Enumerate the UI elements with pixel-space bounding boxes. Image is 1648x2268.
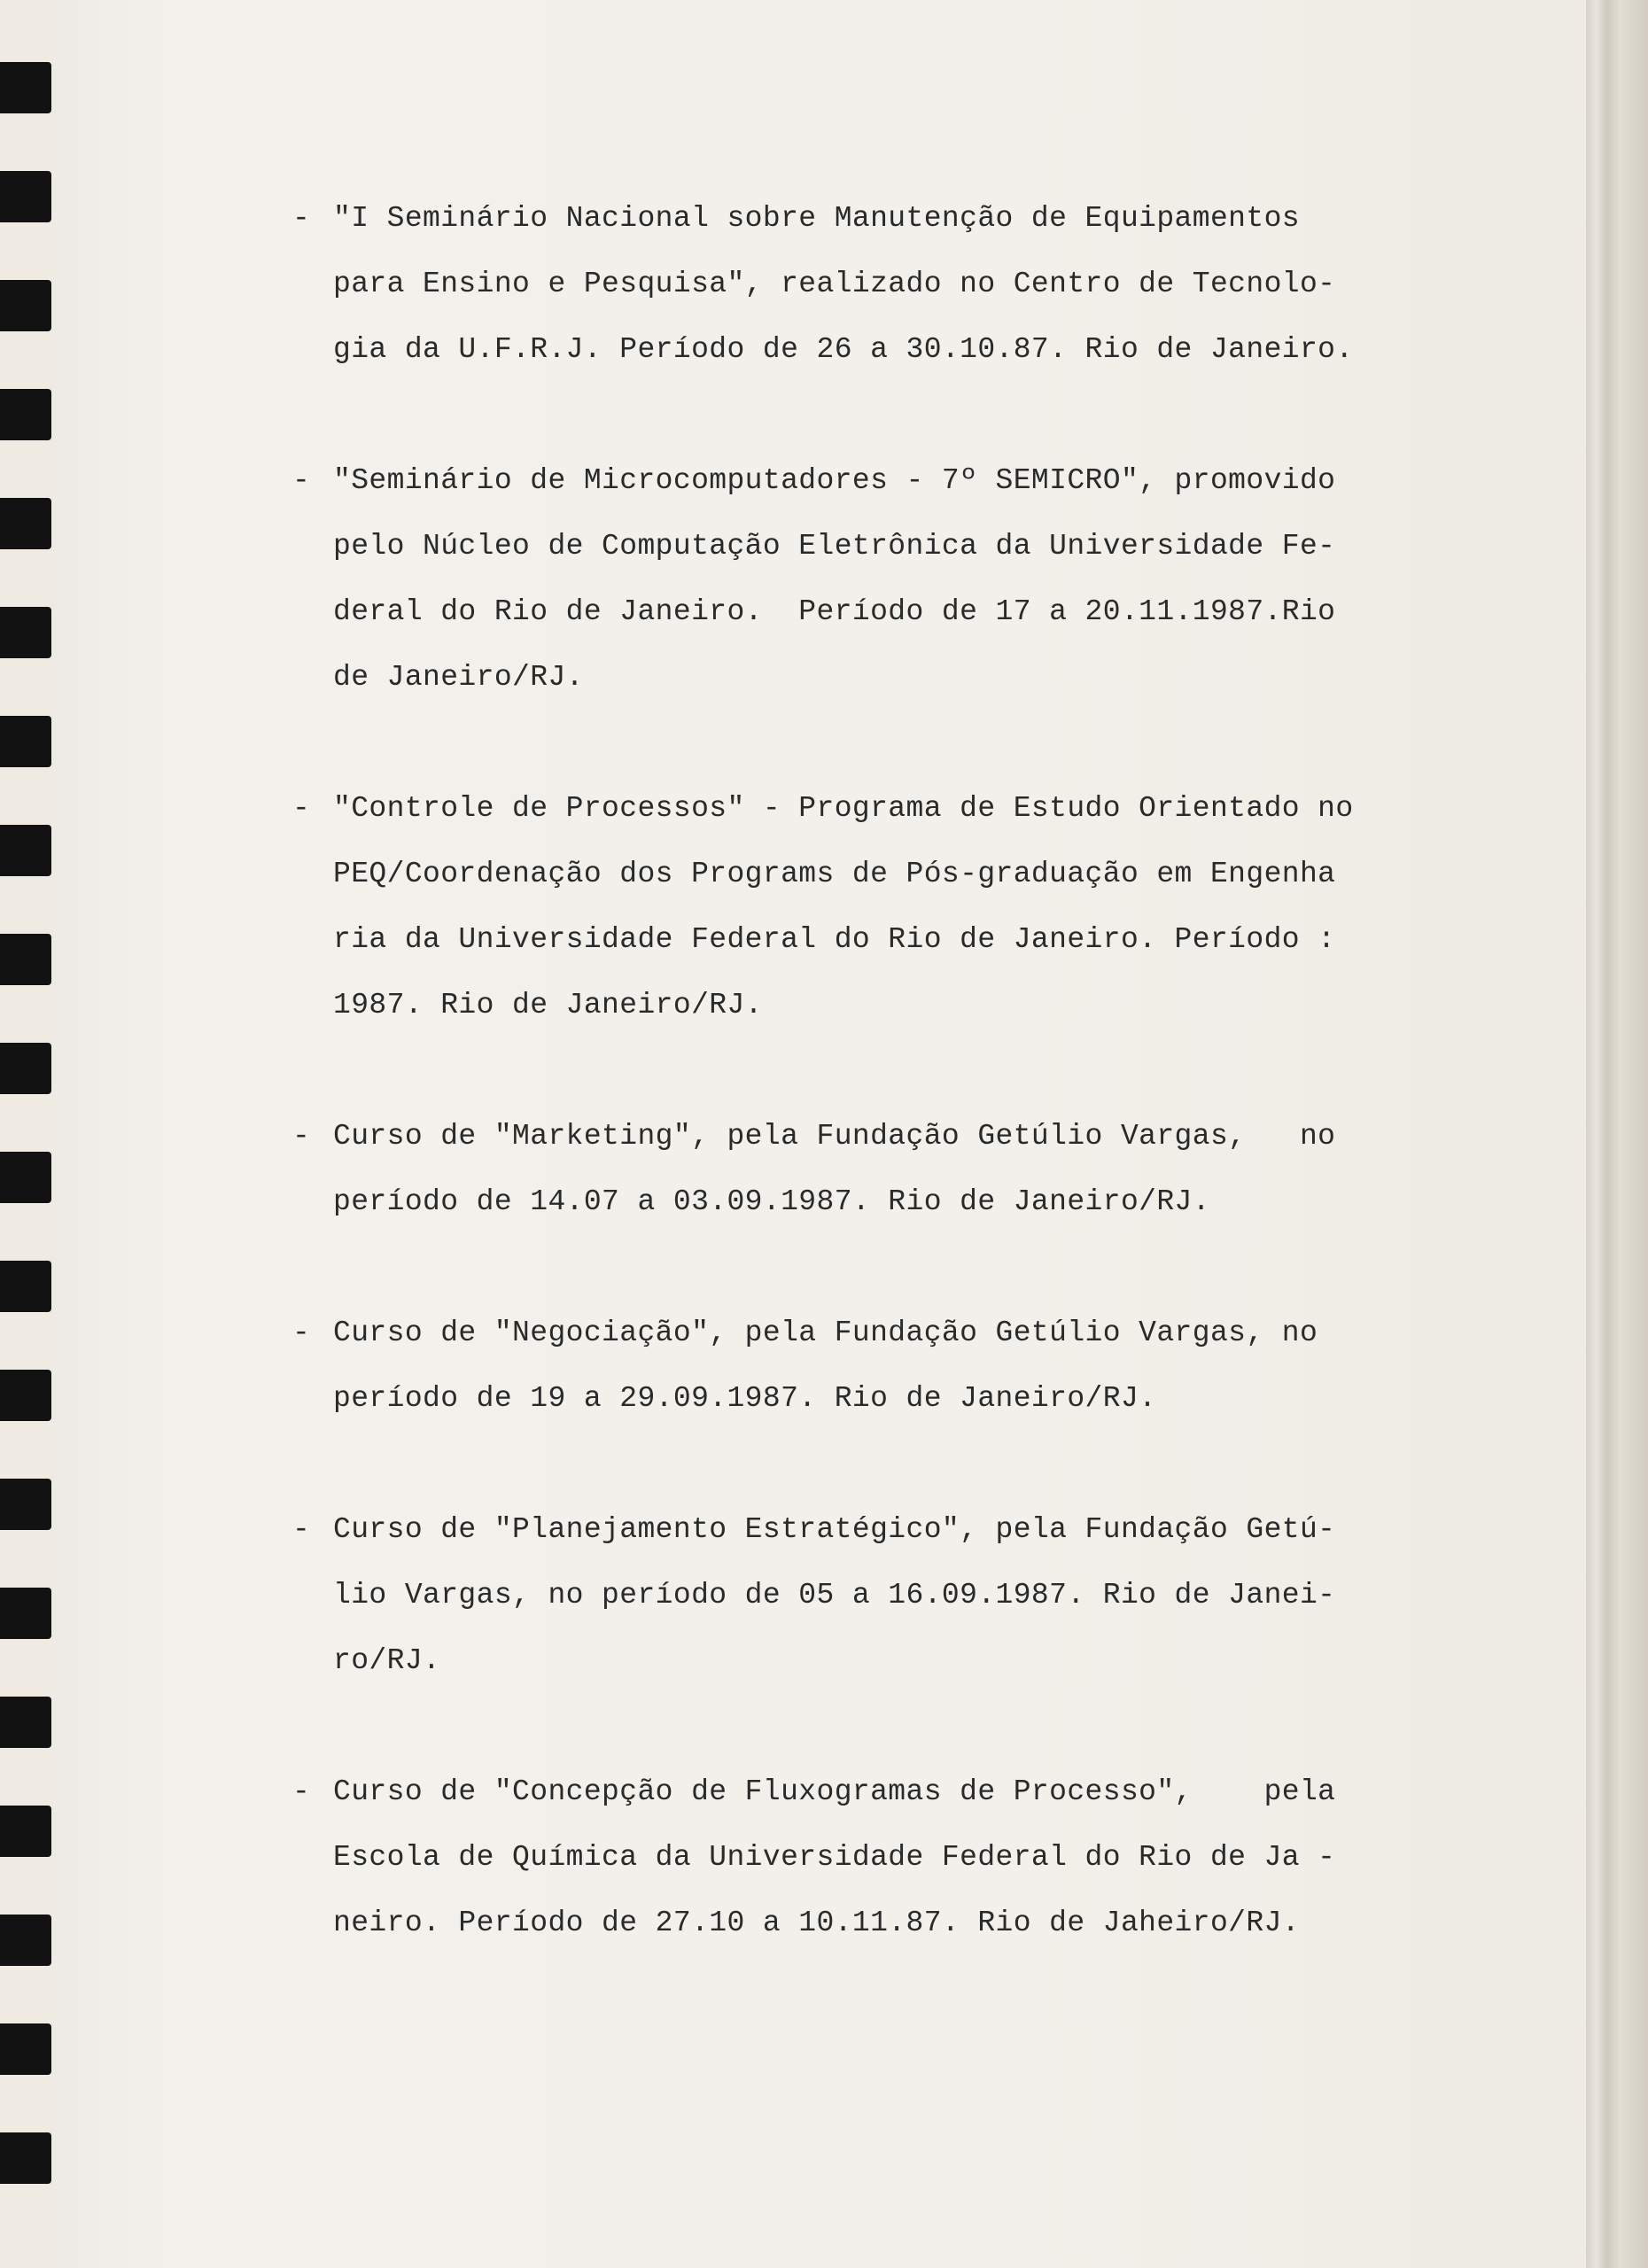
list-item xyxy=(292,186,1444,383)
list-item xyxy=(292,1104,1444,1235)
binding-ring xyxy=(0,171,51,222)
binding-ring xyxy=(0,1697,51,1748)
entry-line: ria da Universidade Federal do Rio de Janeiro. Período : xyxy=(333,923,1336,956)
entry-line: "Seminário de Microcomputadores - 7º SEMICRO", promovido xyxy=(333,464,1336,497)
page-stack-edge-outer xyxy=(1621,0,1648,2268)
binding-ring xyxy=(0,498,51,549)
entry-line: Curso de "Negociação", pela Fundação Getúlio Vargas, no xyxy=(333,1317,1318,1349)
list-bullet: - xyxy=(292,202,311,235)
binding-ring xyxy=(0,607,51,658)
binding-ring xyxy=(0,389,51,440)
binding-ring xyxy=(0,1479,51,1530)
entry-line: PEQ/Coordenação dos Programs de Pós-graduação em Engenha xyxy=(333,858,1336,890)
list-bullet: - xyxy=(292,1317,311,1349)
entry-line: Curso de "Concepção de Fluxogramas de Processo", pela xyxy=(333,1775,1336,1808)
page-stack-edge xyxy=(1586,0,1621,2268)
entry-line: pelo Núcleo de Computação Eletrônica da Universidade Fe- xyxy=(333,530,1336,563)
list-item xyxy=(292,448,1444,711)
binding-ring xyxy=(0,1588,51,1639)
entry-line: "I Seminário Nacional sobre Manutenção de Equipamentos xyxy=(333,202,1300,235)
binding-ring xyxy=(0,716,51,767)
entry-line: Curso de "Marketing", pela Fundação Getúlio Vargas, no xyxy=(333,1120,1336,1153)
list-item xyxy=(292,1497,1444,1694)
binding-ring xyxy=(0,934,51,985)
entry-line: gia da U.F.R.J. Período de 26 a 30.10.87. Rio de Janeiro. xyxy=(333,333,1354,366)
list-bullet: - xyxy=(292,464,311,497)
list-bullet: - xyxy=(292,1775,311,1808)
binding-ring xyxy=(0,62,51,113)
binding-ring xyxy=(0,1261,51,1312)
binding-ring xyxy=(0,280,51,331)
entry-line: Escola de Química da Universidade Federal do Rio de Ja - xyxy=(333,1841,1336,1874)
entry-line: Curso de "Planejamento Estratégico", pela Fundação Getú- xyxy=(333,1513,1336,1546)
list-item xyxy=(292,776,1444,1038)
entry-line: período de 19 a 29.09.1987. Rio de Janeiro/RJ. xyxy=(333,1382,1157,1415)
list-item xyxy=(292,1301,1444,1432)
binding-ring xyxy=(0,1370,51,1421)
entry-line: 1987. Rio de Janeiro/RJ. xyxy=(333,989,763,1021)
binding-ring xyxy=(0,1152,51,1203)
course-list xyxy=(292,186,1444,2022)
entry-line: neiro. Período de 27.10 a 10.11.87. Rio de Jaheiro/RJ. xyxy=(333,1907,1300,1939)
list-bullet: - xyxy=(292,1120,311,1153)
spiral-binding xyxy=(0,0,57,2268)
entry-line: período de 14.07 a 03.09.1987. Rio de Janeiro/RJ. xyxy=(333,1185,1210,1218)
entry-line: ro/RJ. xyxy=(333,1644,441,1677)
list-bullet: - xyxy=(292,1513,311,1546)
binding-ring xyxy=(0,2132,51,2184)
binding-ring xyxy=(0,1806,51,1857)
entry-line: "Controle de Processos" - Programa de Estudo Orientado no xyxy=(333,792,1354,825)
binding-ring xyxy=(0,1915,51,1966)
binding-ring xyxy=(0,1043,51,1094)
entry-line: para Ensino e Pesquisa", realizado no Centro de Tecnolo- xyxy=(333,268,1336,300)
entry-line: deral do Rio de Janeiro. Período de 17 a 20.11.1987.Rio xyxy=(333,595,1336,628)
entry-line: lio Vargas, no período de 05 a 16.09.1987. Rio de Janei- xyxy=(333,1579,1336,1612)
binding-ring xyxy=(0,2023,51,2075)
binding-ring xyxy=(0,825,51,876)
entry-line: de Janeiro/RJ. xyxy=(333,661,584,694)
list-bullet: - xyxy=(292,792,311,825)
list-item xyxy=(292,1759,1444,1956)
